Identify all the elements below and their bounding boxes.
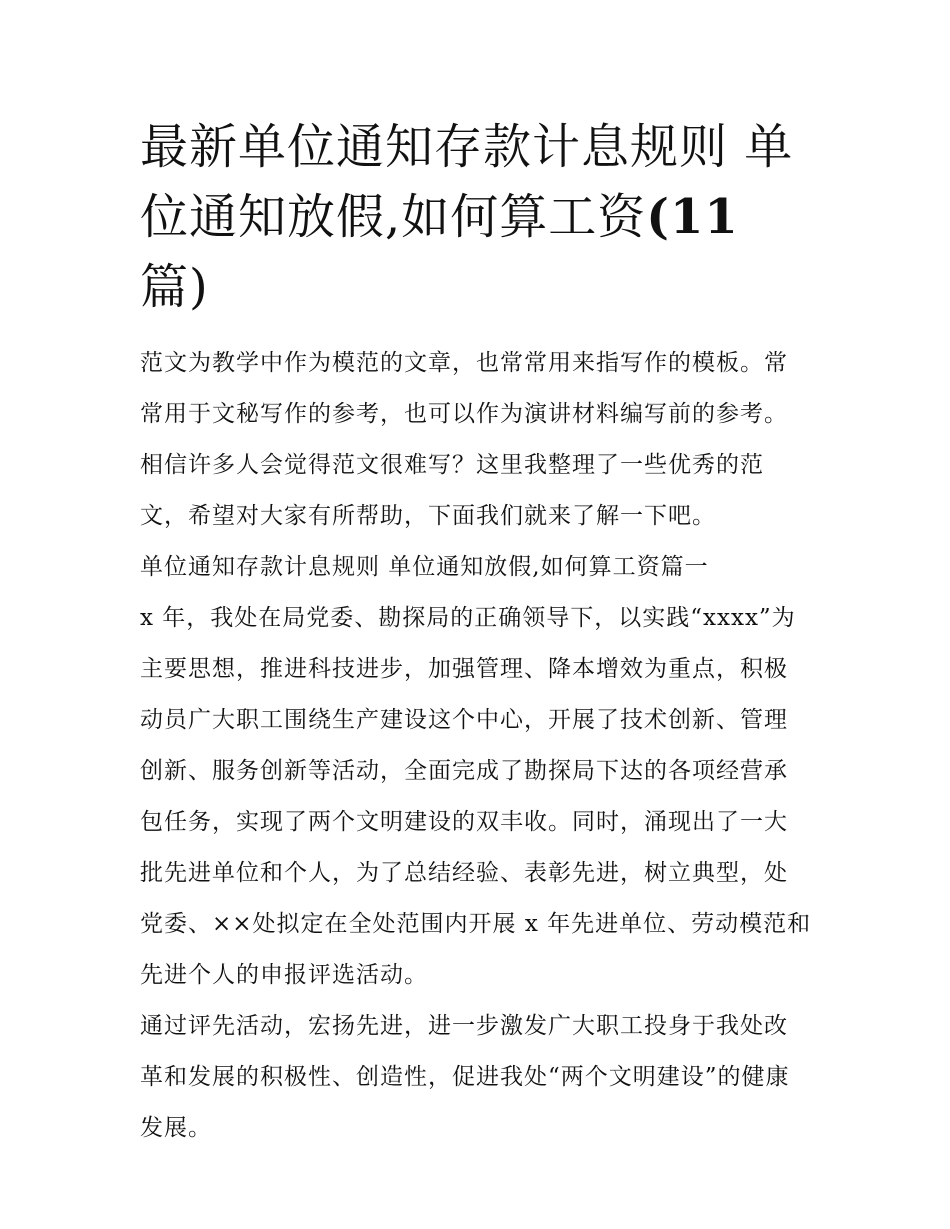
title-line-1: 最新单位通知存款计息规则 单 [140,119,794,175]
text-line: 发展。 [140,1115,212,1141]
text-line: 先进个人的申报评选活动。 [140,962,428,988]
section-heading: 单位通知存款计息规则 单位通知放假,如何算工资篇一 [140,554,709,580]
document-page [140,112,820,1154]
text-line: 党委、××处拟定在全处范围内开展 x 年先进单位、劳动模范和 [140,911,812,937]
text-line: 通过评先活动，宏扬先进，进一步激发广大职工投身于我处改 [140,1013,788,1039]
title-count: (11 [646,189,739,245]
title-count-suffix: 篇) [140,259,209,315]
text-line: 主要思想，推进科技进步，加强管理、降本增效为重点，积极 [140,656,788,682]
title-line-2: 位通知放假,如何算工资 [140,189,647,245]
text-line: 创新、服务创新等活动，全面完成了勘探局下达的各项经营承 [140,758,788,784]
text-line: 文，希望对大家有所帮助，下面我们就来了解一下吧。 [140,503,716,529]
text-line: 范文为教学中作为模范的文章，也常常用来指写作的模板。常 [140,350,788,376]
text-line: 相信许多人会觉得范文很难写？这里我整理了一些优秀的范 [140,452,764,478]
text-line: 批先进单位和个人，为了总结经验、表彰先进，树立典型，处 [140,860,788,886]
text-line: 包任务，实现了两个文明建设的双丰收。同时，涌现出了一大 [140,809,788,835]
text-line: 革和发展的积极性、创造性，促进我处“两个文明建设”的健康 [140,1064,790,1090]
document-body [140,338,820,1154]
text-line: x 年，我处在局党委、勘探局的正确领导下，以实践“xxxx”为 [140,605,796,631]
text-line: 常用于文秘写作的参考，也可以作为演讲材料编写前的参考。 [140,401,788,427]
text-line: 动员广大职工围绕生产建设这个中心，开展了技术创新、管理 [140,707,788,733]
document-title [140,112,820,322]
